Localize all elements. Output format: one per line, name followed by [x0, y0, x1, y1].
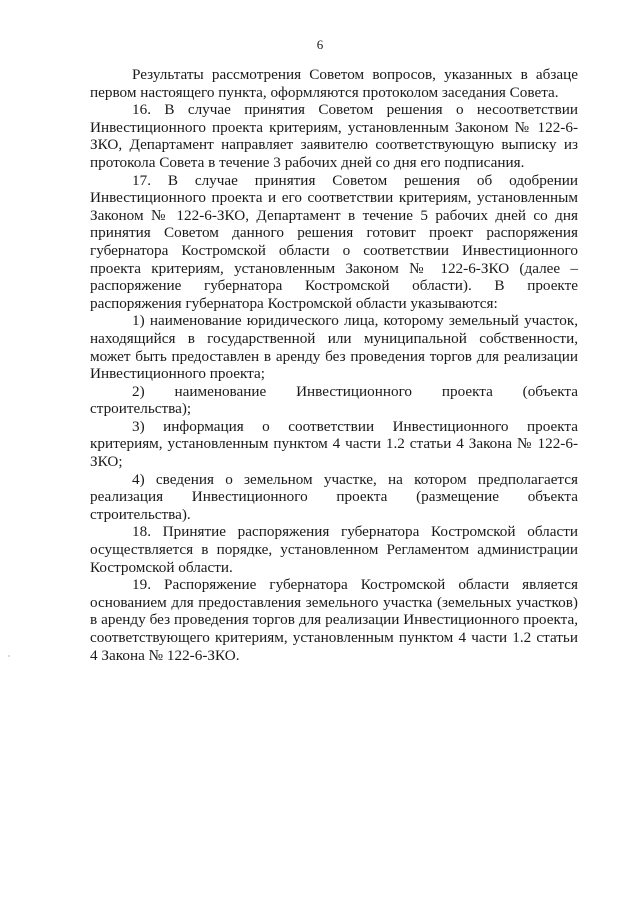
page-number: 6 [316, 37, 324, 52]
paragraph-17-item-4: 4) сведения о земельном участке, на котором предполагается реализация Инвестиционного проекта (размещение объекта строительства). [90, 470, 578, 523]
document-body [90, 66, 578, 664]
paragraph-15-continuation: Результаты рассмотрения Советом вопросов, указанных в абзаце первом настоящего пункта, оформляются протоколом заседания Совета. [90, 66, 578, 101]
paragraph-18: 18. Принятие распоряжения губернатора Костромской области осуществляется в порядке, установленном Регламентом администрации Костромской области. [90, 523, 578, 576]
paragraph-17-item-3: 3) информация о соответствии Инвестиционного проекта критериям, установленным пунктом 4 части 1.2 статьи 4 Закона № 122-6-ЗКО; [90, 417, 578, 471]
paragraph-17-item-1: 1) наименование юридического лица, которому земельный участок, находящийся в государственной или муниципальной собственности, может быть предоставлен в аренду без проведения торгов для реализации Инвестиционного проекта; [90, 312, 578, 383]
paragraph-19: 19. Распоряжение губернатора Костромской области является основанием для предоставления земельного участка (земельных участков) в аренду без проведения торгов для реализации Инвестиционного проекта, соответствующего критериям, установленным пунктом 4 части 1.2 статьи 4 Закона № 122-6-ЗКО. [90, 576, 578, 664]
paragraph-17: 17. В случае принятия Советом решения об одобрении Инвестиционного проекта и его соответствии критериям, установленным Законом № 122-6-ЗКО, Департамент в течение 5 рабочих дней со дня принятия Советом данного решения готовит проект распоряжения губернатора Костромской области о соответствии Инвестиционного проекта критериям, установленным Законом № 122-6-ЗКО (далее – распоряжение губернатора Костромской области). В проекте распоряжения губернатора Костромской области указываются: [90, 171, 578, 312]
scan-speck [8, 655, 10, 657]
paragraph-16: 16. В случае принятия Советом решения о несоответствии Инвестиционного проекта критериям, установленным Законом № 122-6-ЗКО, Департамент направляет заявителю соответствующую выписку из протокола Совета в течение 3 рабочих дней со дня его подписания. [90, 101, 578, 171]
paragraph-17-item-2: 2) наименование Инвестиционного проекта (объекта строительства); [90, 382, 578, 418]
